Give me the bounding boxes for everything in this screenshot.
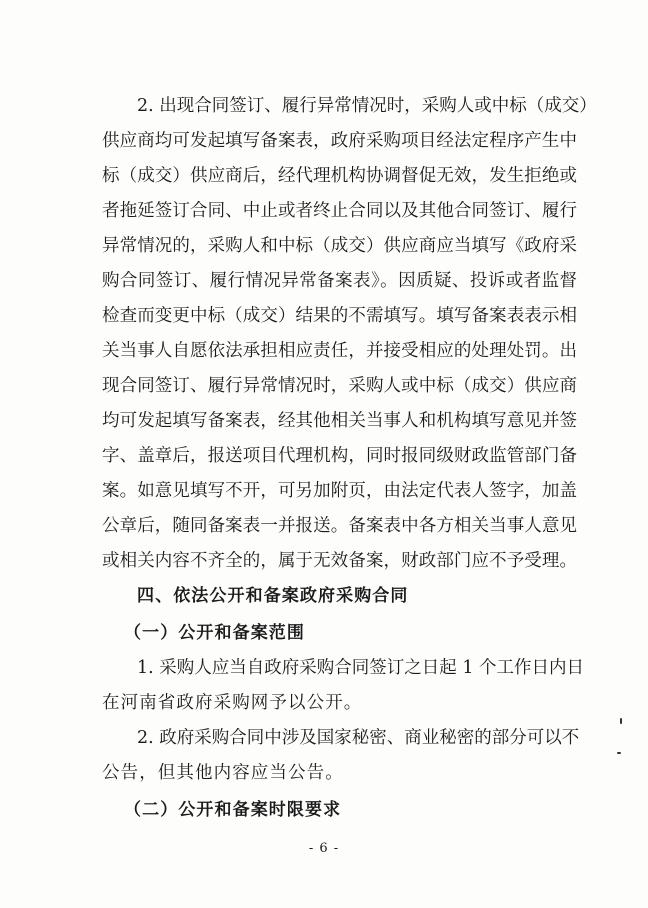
scan-speck: [617, 752, 621, 754]
paragraph-line: 现合同签订、履行异常情况时，采购人或中标（成交）供应商: [102, 376, 577, 396]
paragraph-line: 或相关内容不齐全的，属于无效备案，财政部门应不予受理。: [102, 551, 577, 571]
subsection-heading: （二）公开和备案时限要求: [124, 800, 342, 820]
scan-speck: [620, 718, 622, 724]
paragraph-line: 字、盖章后，报送项目代理机构，同时报同级财政监管部门备: [102, 446, 577, 466]
paragraph-line: 检查而变更中标（成交）结果的不需填写。填写备案表表示相: [102, 306, 577, 326]
item-line: 2. 政府采购合同中涉及国家秘密、商业秘密的部分可以不: [137, 728, 580, 748]
paragraph-line: 异常情况的，采购人和中标（成交）供应商应当填写《政府采: [102, 236, 577, 256]
paragraph-line: 公章后，随同备案表一并报送。备案表中各方相关当事人意见: [102, 516, 577, 536]
paragraph-line: 购合同签订、履行情况异常备案表》。因质疑、投诉或者监督: [102, 271, 577, 291]
paragraph-line: 关当事人自愿依法承担相应责任，并接受相应的处理处罚。出: [102, 341, 577, 361]
item-line: 公告，但其他内容应当公告。: [102, 763, 344, 783]
paragraph-line: 者拖延签订合同、中止或者终止合同以及其他合同签订、履行: [102, 201, 577, 221]
item-line: 1. 采购人应当自政府采购合同签订之日起 1 个工作日内日: [137, 658, 585, 678]
subsection-heading: （一）公开和备案范围: [124, 623, 305, 643]
paragraph-line: 均可发起填写备案表，经其他相关当事人和机构填写意见并签: [102, 411, 577, 431]
section-heading: 四、依法公开和备案政府采购合同: [137, 586, 409, 606]
item-line: 在河南省政府采购网予以公开。: [102, 693, 363, 713]
paragraph-line: 供应商均可发起填写备案表，政府采购项目经法定程序产生中: [102, 131, 577, 151]
page-number: - 6 -: [308, 841, 340, 856]
paragraph-line: 标（成交）供应商后，经代理机构协调督促无效，发生拒绝或: [102, 166, 577, 186]
paragraph-line: 案。如意见填写不开，可另加附页，由法定代表人签字，加盖: [102, 481, 577, 501]
paragraph-line: 2. 出现合同签订、履行异常情况时，采购人或中标（成交）: [137, 96, 597, 116]
